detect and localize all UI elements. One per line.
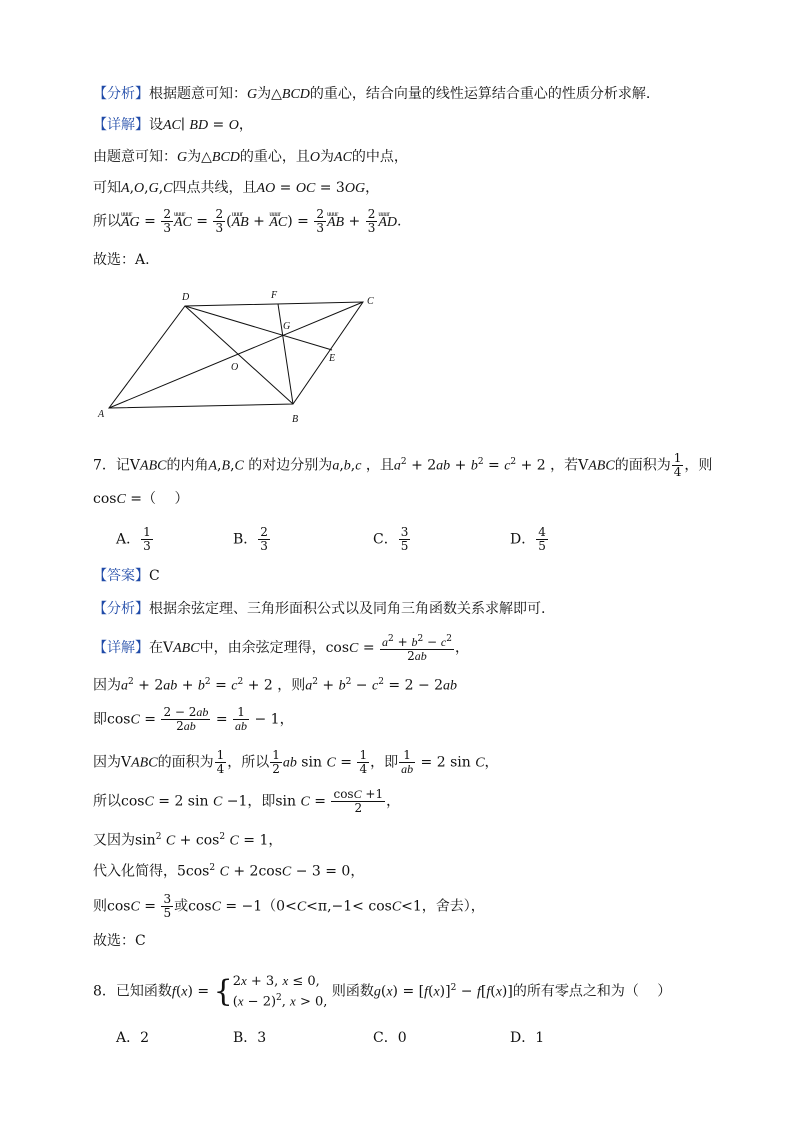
q7-step6: 又因为$\sin^2 C + \cos^2 C = 1$， [93, 832, 283, 849]
q8-option-d[interactable]: D．1 [510, 1030, 545, 1046]
point-label-D: D [182, 292, 190, 303]
q7-detail-line: 【详解】在VABC中，由余弦定理得，cosC = $\frac{a^2 + b^2 - c^2}{2ab}$ ， [93, 634, 469, 663]
detail-tag: 【详解】 [93, 117, 149, 133]
point-label-E: E [329, 353, 336, 364]
q7-stem-line1: 7．记VABC的内角A,B,C 的对边分别为a,b,c ，且$a^2 + 2ab + b^2 = c^2 + 2$ ，若VABC的面积为 $\frac{1}{4}$ ，则 [93, 451, 713, 480]
q7-analysis-line: 【分析】根据余弦定理、三角形面积公式以及同角三角函数关系求解即可. [93, 601, 546, 617]
point-label-A: A [98, 409, 105, 420]
answer-tag: 【答案】 [93, 568, 149, 584]
q8-option-a[interactable]: A．2 [116, 1030, 150, 1046]
q7-step8: 则cosC = $\frac{3}{5}$ 或cosC = −1（0<C<π,−1< cosC<1，舍去）， [93, 892, 485, 920]
q8-option-b[interactable]: B．3 [233, 1030, 267, 1046]
q7-stem-line2: cosC =（ ） [93, 491, 189, 507]
q6-detail-line: 【详解】设AC∣ BD = O， [93, 117, 253, 133]
q7-step5: 所以cosC = 2 sin C −1，即sin C = $\frac{\cos C +1}{2}$ ， [93, 787, 401, 815]
parallelogram-figure [95, 288, 385, 428]
q7-answer-line [93, 566, 160, 586]
q6-line2: 由题意可知：G为△BCD的重心，且O为AC的中点， [93, 149, 408, 165]
point-label-C: C [367, 296, 374, 307]
point-label-O: O [231, 362, 239, 373]
q6-line4: 所以uuur AG = $\frac{2}{3}$ uuur AC = $\frac{2}{3}$ (uuur AB + uuur AC) = $\frac{2}{3}$ uuur AB + $\frac{2}{3}$ uuur AD. [93, 208, 401, 235]
point-label-G: G [283, 321, 291, 332]
q7-step7: 代入化简得，$5\cos^2$ C + 2cosC − 3 = 0， [93, 863, 365, 880]
q7-option-a[interactable]: A． $\frac{1}{3}$ [116, 525, 151, 553]
q6-answer: 故选：A. [93, 252, 150, 268]
q7-answer: 故选：C [93, 933, 146, 949]
q7-option-c[interactable]: C． $\frac{3}{5}$ [373, 525, 409, 553]
point-label-B: B [292, 414, 299, 425]
q8-stem: 8．已知函数f(x) = {2x + 3, x ≤ 0, $(x - 2)^2$, x > 0, 则函数$g(x) = [f(x)]^2 - f[f(x)]$的所有零点之和为（ ） [93, 973, 672, 1010]
point-label-F: F [271, 290, 278, 301]
q8-option-c[interactable]: C．0 [373, 1030, 407, 1046]
q7-option-b[interactable]: B． $\frac{2}{3}$ [233, 525, 268, 553]
detail-tag: 【详解】 [93, 640, 149, 656]
q7-step3: 即cosC = $\frac{2 - 2ab}{2ab}$ = $\frac{1}{ab}$ − 1， [93, 705, 294, 733]
answer-value: C [149, 568, 160, 584]
q7-option-d[interactable]: D． $\frac{4}{5}$ [510, 525, 546, 553]
analysis-tag: 【分析】 [93, 601, 149, 617]
q6-analysis-line: 【分析】根据题意可知：G为△BCD的重心，结合向量的线性运算结合重心的性质分析求解. [93, 86, 651, 102]
analysis-tag: 【分析】 [93, 86, 149, 102]
q7-step2: 因为$a^2 + 2ab + b^2 = c^2 + 2$ ，则$a^2 + b^2 - c^2 = 2 - 2ab$ [93, 677, 458, 694]
q7-step4: 因为VABC的面积为 $\frac{1}{4}$ ，所以 $\frac{1}{2}$ ab sin C = $\frac{1}{4}$ ，即 $\frac{1}{ab}$ = 2 sin C， [93, 748, 499, 776]
q6-line3: 可知A,O,G,C四点共线，且AO = OC = 3OG， [93, 180, 380, 196]
